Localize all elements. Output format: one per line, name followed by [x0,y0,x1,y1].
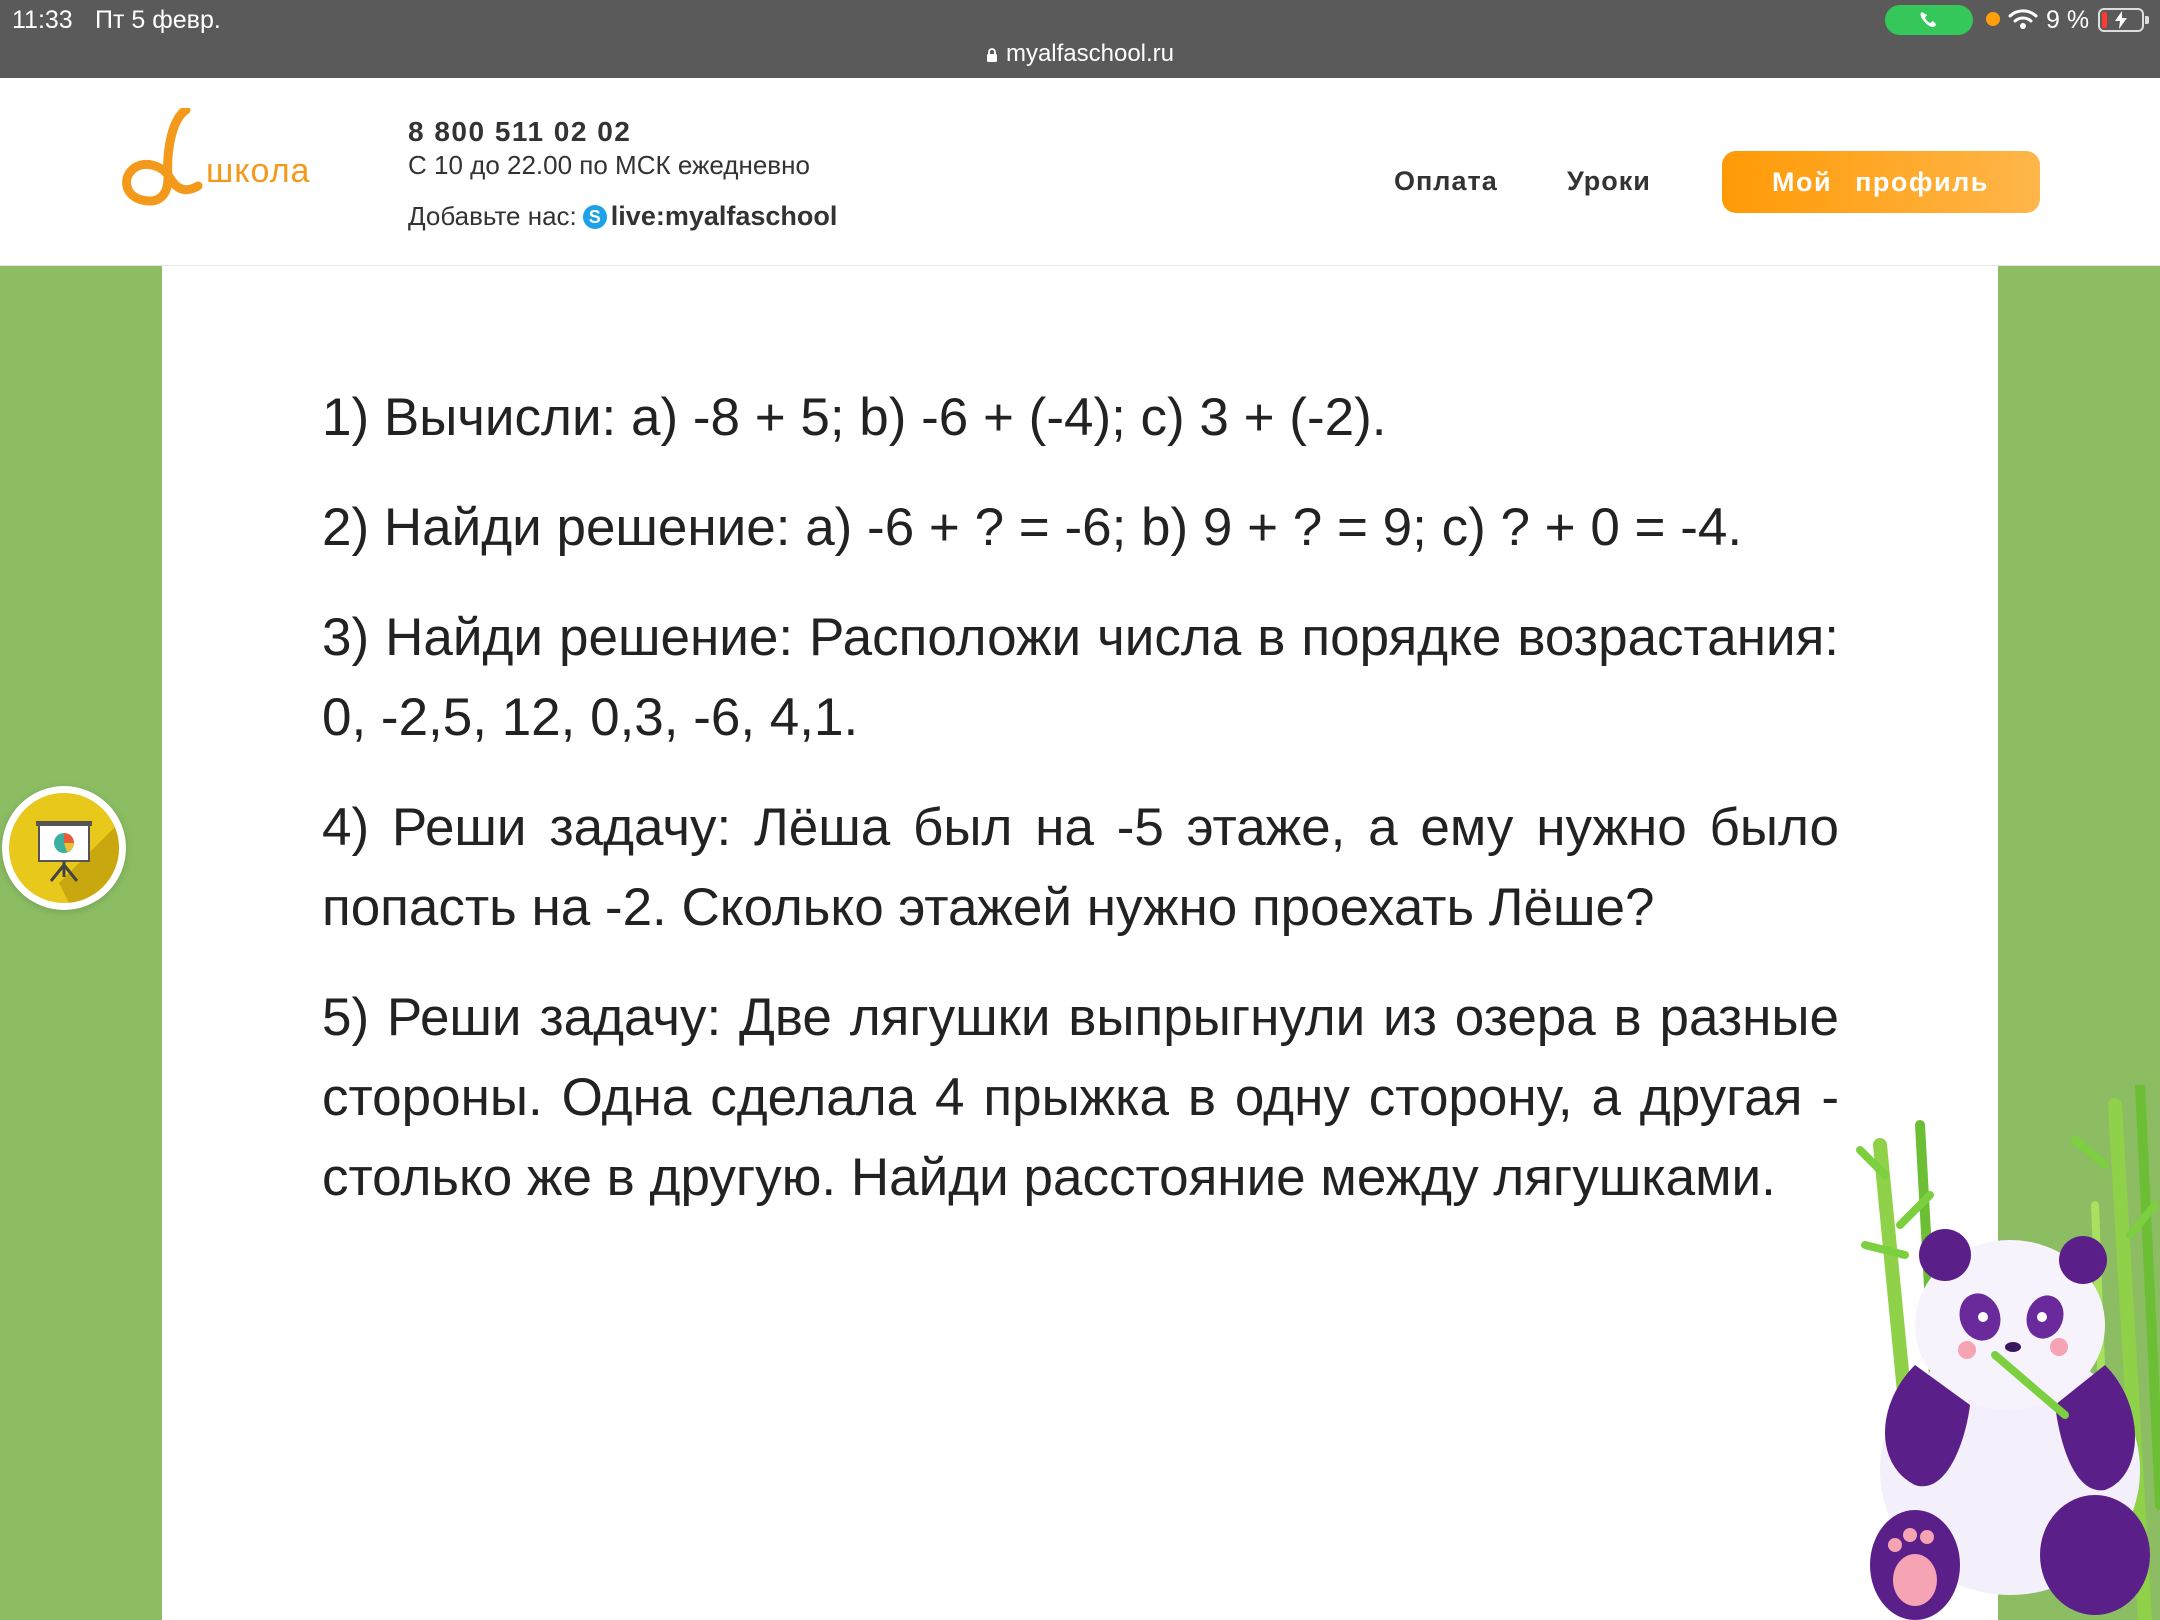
battery-icon [2098,8,2144,32]
panda-body [1870,1229,2150,1620]
add-us-row [408,201,837,232]
nav-lessons[interactable]: Уроки [1567,166,1651,196]
alfaschool-logo[interactable] [118,108,311,208]
charging-bolt-icon [2114,11,2128,29]
presentation-board-icon [9,793,119,903]
contact-block [408,116,837,232]
status-time: 11:33 [12,6,73,34]
logo-text: школа [206,152,311,190]
content-card [162,266,1998,1620]
skype-link[interactable]: live:myalfaschool [610,201,838,231]
status-date: Пт 5 февр. [95,6,221,34]
nav-payment[interactable]: Оплата [1394,166,1498,196]
my-profile-button[interactable]: Мой профиль [1722,151,2040,213]
panda-illustration [1845,1085,2160,1620]
presentation-button[interactable] [2,786,126,910]
alpha-logo-icon [118,108,218,208]
task-list [322,378,1839,1248]
task-item: 1) Вычисли: а) -8 + 5; b) -6 + (-4); c) 3 + (-2). [322,388,1387,447]
status-bar [0,0,2160,78]
add-us-label: Добавьте нас: [408,201,577,231]
battery-percent: 9 % [2046,6,2090,34]
wifi-icon [2008,8,2038,30]
presentation-button-face [9,793,119,903]
mic-indicator-dot [1986,12,2000,26]
skype-icon: S [583,205,607,229]
working-hours: С 10 до 22.00 по МСК ежедневно [408,150,810,180]
url-text: myalfaschool.ru [1005,40,1175,67]
task-item: 4) Реши задачу: Лёша был на -5 этаже, а ему нужно было попасть на -2. Сколько этажей нужно проехать Лёше? [322,798,1839,937]
active-call-pill[interactable] [1885,5,1973,35]
task-item: 2) Найди решение: а) -6 + ? = -6; b) 9 + ? = 9; c) ? + 0 = -4. [322,498,1743,557]
site-header [0,78,2160,266]
address-bar[interactable] [0,40,2160,68]
phone-icon [1918,10,1940,30]
phone-number[interactable]: 8 800 511 02 02 [408,116,632,147]
lock-icon [986,48,998,62]
task-item: 3) Найди решение: Расположи числа в порядке возрастания: 0, -2,5, 12, 0,3, -6, 4,1. [322,608,1839,747]
task-item: 5) Реши задачу: Две лягушки выпрыгнули из озера в разные стороны. Одна сделала 4 прыжка в одну сторону, а другая - столько же в другую. Найди расстояние между лягушками. [322,988,1839,1207]
